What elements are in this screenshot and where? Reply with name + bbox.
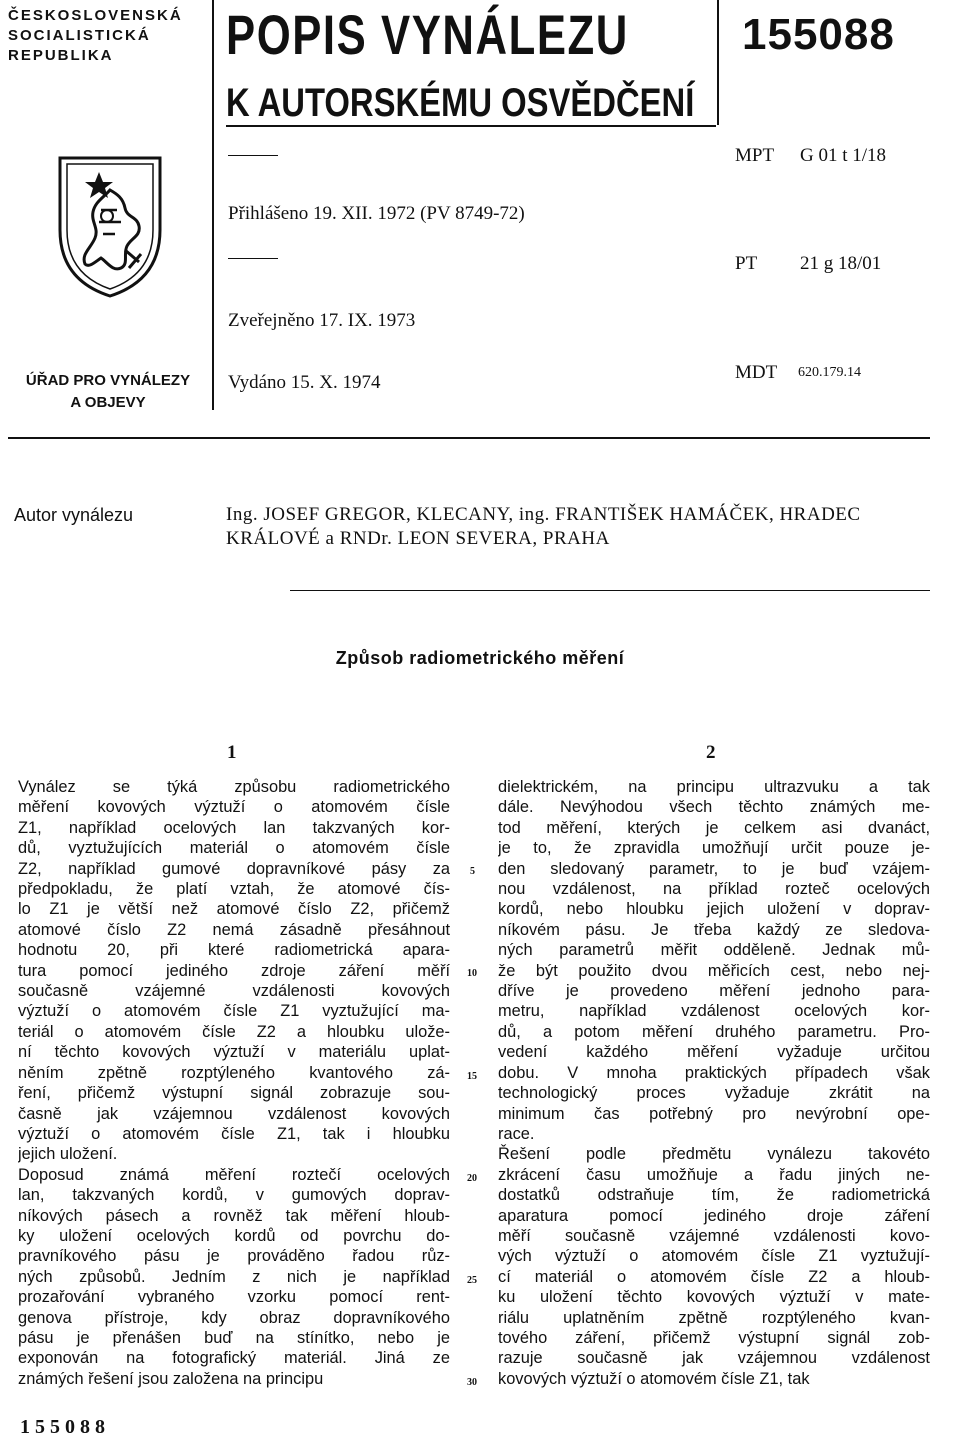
country-name [8, 6, 183, 66]
text-line: nou vzdálenost, na příklad rozteč ocelových [498, 880, 930, 899]
text-line: Řešení podle předmětu vynálezu takovéto [498, 1145, 930, 1164]
text-line: výztuží o atomovém čísle Z1, tak i hloubku [18, 1124, 450, 1143]
text-line: dů, vyztužujících materiál o atomovém čísle [18, 839, 450, 858]
author-label: Autor vynálezu [14, 505, 134, 525]
patent-office [8, 370, 208, 414]
footer-patent-number: 155088 [20, 1416, 110, 1438]
text-line: Vynález se týká způsobu radiometrického [18, 778, 450, 796]
text-line: vých výztuží o atomovém čísle Z1 vyztužují- [498, 1247, 930, 1266]
text-line: lan, takzvaných kordů, v gumových doprav- [18, 1186, 450, 1205]
text-line: prozařování vybraného vzorku pomocí rent- [18, 1288, 450, 1307]
text-line: časně jak vzájemnou vzdálenost kovových [18, 1104, 450, 1123]
author-names [226, 503, 926, 551]
text-line: měří současně vzájemné vzdálenosti kovo- [498, 1226, 930, 1245]
text-line: vedení každého měření vyžaduje určitou [498, 1043, 930, 1062]
line-number: 15 [467, 1071, 477, 1082]
patent-number: 155088 [742, 10, 895, 59]
document-type-subtitle: K AUTORSKÉMU OSVĚDČENÍ [226, 81, 695, 125]
line-number: 10 [467, 968, 477, 979]
text-line: pravníkového pásu je prováděno řadou růz- [18, 1247, 450, 1266]
text-line: race. [498, 1124, 535, 1143]
country-line-3: REPUBLIKA [8, 47, 114, 64]
text-line: dielektrickém, na principu ultrazvuku a tak [498, 778, 930, 796]
pt-value: 21 g 18/01 [800, 253, 882, 274]
text-line: lo Z1 je větší než atomové číslo Z2, přičemž [18, 900, 450, 919]
text-line: teriál o atomovém čísle Z2 a hloubku ulože- [18, 1022, 450, 1041]
title-underline [226, 125, 716, 127]
text-line: ných způsobů. Jedním z nich je například [18, 1267, 450, 1286]
text-line: kovových výztuží o atomovém čísle Z1, tak [498, 1369, 810, 1388]
mpt-label: MPT [735, 145, 775, 166]
text-line: současně vzájemné vzdálenosti kovových [18, 982, 450, 1001]
country-line-1: ČESKOSLOVENSKÁ [8, 7, 183, 24]
text-line: Z1, například ocelových lan takzvaných kor- [18, 818, 450, 837]
author-line: KRÁLOVÉ a RNDr. LEON SEVERA, PRAHA [226, 528, 610, 549]
text-line: ní těchto kovových výztuží v materiálu uplat- [18, 1043, 450, 1062]
text-line: ku uložení těchto kovových výztuží v mate- [498, 1288, 930, 1307]
text-line: ření, přičemž výstupní signál zobrazuje sou- [18, 1084, 450, 1103]
text-line: je to, že zpravidla umožňují určit pouze je- [498, 839, 930, 858]
text-line: zkrácení času umožňuje a řadu jiných ne- [498, 1165, 930, 1184]
text-line: riálu uplatněním zpětně rozptýleného kvan- [498, 1308, 930, 1327]
date-dash-2 [228, 258, 278, 259]
filed-date: Přihlášeno 19. XII. 1972 (PV 8749-72) [228, 203, 525, 224]
text-line: Z2, například gumové dopravníkové pásy za [18, 859, 450, 878]
text-line: minimum čas potřebný pro nevýrobní ope- [498, 1104, 930, 1123]
mdt-value: 620.179.14 [798, 365, 861, 380]
issued-date: Vydáno 15. X. 1974 [228, 372, 381, 393]
column-number-2: 2 [706, 742, 716, 763]
document-type-title: POPIS VYNÁLEZU [226, 3, 629, 66]
mdt-label: MDT [735, 362, 778, 383]
header-divider-right [717, 0, 719, 125]
text-line: níkovém pásu. Je třeba každý ze sledova- [498, 920, 930, 939]
text-line: pásu je přenášen buď na stínítko, nebo je [18, 1328, 450, 1347]
text-line: jejich uložení. [18, 1145, 118, 1164]
published-date: Zveřejněno 17. IX. 1973 [228, 310, 416, 331]
czechoslovak-coat-of-arms-icon [55, 150, 165, 300]
text-column-2 [498, 777, 930, 1389]
text-line: Doposud známá měření roztečí ocelových [18, 1165, 450, 1184]
author-rule [290, 590, 930, 591]
text-line: něním zpětně rozptýleného kvantového zá- [18, 1063, 450, 1082]
text-line: dů, a potom měření druhého parametru. Pro- [498, 1022, 930, 1041]
text-line: hodnotu 20, při které radiometrická apara- [18, 941, 450, 960]
text-line: genova přístroje, kdy obraz dopravníkového [18, 1308, 450, 1327]
text-line: tod měření, kterých je celkem asi dvanáct, [498, 818, 930, 837]
text-line: ných parametrů měřit odděleně. Jednak mů- [498, 941, 930, 960]
office-line-1: ÚŘAD PRO VYNÁLEZY [25, 372, 191, 389]
office-line-2: A OBJEVY [70, 394, 146, 411]
text-line: atomové číslo Z2 nemá zásadně přesáhnout [18, 920, 450, 939]
text-line: kordů, nebo hloubku jejich uložení v doprav- [498, 900, 930, 919]
mpt-value: G 01 t 1/18 [800, 145, 887, 166]
header-bottom-rule [8, 437, 930, 439]
text-line: předpokladu, že platí vztah, že atomové čís- [18, 880, 450, 899]
date-dash-1 [228, 155, 278, 156]
line-number: 20 [467, 1173, 477, 1184]
text-line: technologický proces vyžaduje zkrátit na [498, 1084, 930, 1103]
line-number: 5 [470, 866, 475, 877]
header-divider-left [212, 0, 214, 410]
text-column-1 [18, 777, 450, 1389]
text-line: ky uložení ocelových kordů od povrchu do- [18, 1226, 450, 1245]
text-line: dostatků odstraňuje tím, že radiometrická [498, 1186, 930, 1205]
text-line: aparatura pomocí jediného droje záření [498, 1206, 930, 1225]
pt-label: PT [735, 253, 758, 274]
text-line: tura pomocí jediného zdroje záření měří [18, 961, 450, 980]
line-number: 30 [467, 1377, 477, 1388]
text-line: dobu. V mnoha praktických případech však [498, 1063, 930, 1082]
column-number-1: 1 [227, 742, 237, 763]
text-line: známých řešení jsou založena na principu [18, 1369, 324, 1388]
text-line: razuje současně jak vzájemnou vzdálenost [498, 1349, 930, 1368]
text-line: že být použito dvou měřicích cest, nebo nej- [498, 961, 930, 980]
line-number: 25 [467, 1275, 477, 1286]
text-line: cí materiál o atomovém čísle Z2 a hloub- [498, 1267, 930, 1286]
document-title: Způsob radiometrického měření [335, 648, 625, 668]
country-line-2: SOCIALISTICKÁ [8, 27, 151, 44]
text-line: metru, například vzdálenost ocelových kor- [498, 1002, 930, 1021]
text-line: dále. Nevýhodou všech těchto známých me- [498, 798, 930, 817]
text-line: výztuží o atomovém čísle Z1 vyztužující ma- [18, 1002, 450, 1021]
text-line: tového záření, přičemž výstupní signál zob- [498, 1328, 930, 1347]
text-line: níkových pásech a rovněž tak měření hloub- [18, 1206, 450, 1225]
author-line: Ing. JOSEF GREGOR, KLECANY, ing. FRANTIŠEK HAMÁČEK, HRADEC [226, 504, 861, 525]
text-line: den sledovaný parametr, to je buď vzájem- [498, 859, 930, 878]
text-line: exponován na fotografický materiál. Jiná ze [18, 1349, 450, 1368]
text-line: dříve je provedeno měření jednoho para- [498, 982, 930, 1001]
text-line: měření kovových výztuží o atomovém čísle [18, 798, 450, 817]
